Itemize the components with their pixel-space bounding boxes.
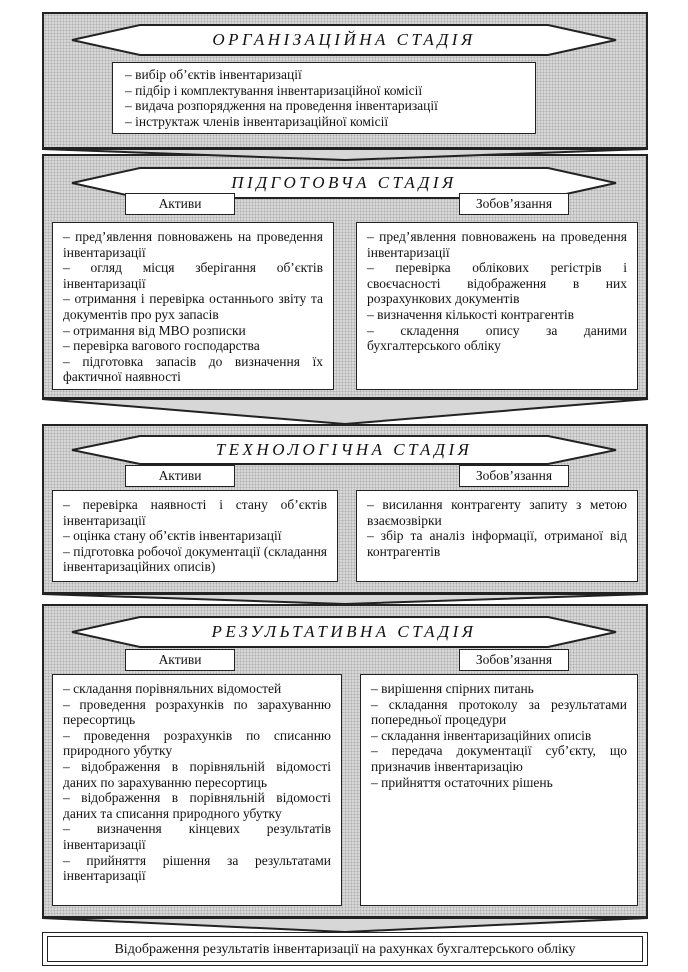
preparatory-assets-label: Активи (125, 193, 235, 215)
resultative-assets-box (52, 674, 342, 906)
list-item: – складання порівняльних відомостей (63, 681, 331, 697)
resultative-stage-title: РЕЗУЛЬТАТИВНА СТАДІЯ (211, 622, 477, 641)
list-item: – перевірка вагового господарства (63, 338, 323, 354)
list-item: – передача документації суб’єкту, що призначив інвентаризацію (371, 743, 627, 774)
technological-liabilities-box (356, 490, 638, 582)
arrow-down-icon (42, 918, 648, 932)
resultative-liabilities-box (360, 674, 638, 906)
technological-stage-title: ТЕХНОЛОГІЧНА СТАДІЯ (215, 440, 473, 459)
list-item: – збір та аналіз інформації, отриманої від контрагентів (367, 528, 627, 559)
list-item: – визначення кількості контрагентів (367, 307, 627, 323)
list-item: – підбір і комплектування інвентаризаційної комісії (125, 83, 523, 99)
list-item: – пред’явлення повноважень на проведення інвентаризації (367, 229, 627, 260)
list-item: – складення опису за даними бухгалтерського обліку (367, 323, 627, 354)
list-item: – складання інвентаризаційних описів (371, 728, 627, 744)
list-item: – огляд місця зберігання об’єктів інвентаризації (63, 260, 323, 291)
list-item: – інструктаж членів інвентаризаційної комісії (125, 114, 523, 130)
resultative-assets-label: Активи (125, 649, 235, 671)
list-item: – підготовка запасів до визначення їх фактичної наявності (63, 354, 323, 385)
preparatory-liabilities-label: Зобов’язання (459, 193, 569, 215)
list-item: – прийняття остаточних рішень (371, 775, 627, 791)
list-item: – проведення розрахунків по зарахуванню пересортиць (63, 697, 331, 728)
list-item: – вибір об’єктів інвентаризації (125, 67, 523, 83)
list-item: – оцінка стану об’єктів інвентаризації (63, 528, 327, 544)
list-item: – прийняття рішення за результатами інвентаризації (63, 853, 331, 884)
preparatory-liabilities-box (356, 222, 638, 390)
list-item: – висилання контрагенту запиту з метою взаємозвірки (367, 497, 627, 528)
list-item: – підготовка робочої документації (складання інвентаризаційних описів) (63, 544, 327, 575)
list-item: – проведення розрахунків по списанню природного убутку (63, 728, 331, 759)
resultative-liabilities-label: Зобов’язання (459, 649, 569, 671)
list-item: – перевірка облікових регістрів і своєчасності відображення в них розрахункових документів (367, 260, 627, 307)
preparatory-stage-title: ПІДГОТОВЧА СТАДІЯ (231, 173, 457, 192)
organizational-tasks-box (112, 62, 536, 134)
arrow-down-icon (42, 149, 648, 160)
technological-assets-box (52, 490, 338, 582)
list-item: – визначення кінцевих результатів інвентаризації (63, 821, 331, 852)
technological-liabilities-label: Зобов’язання (459, 465, 569, 487)
list-item: – видача розпорядження на проведення інвентаризації (125, 98, 523, 114)
organizational-stage-title: ОРГАНІЗАЦІЙНА СТАДІЯ (212, 30, 476, 49)
arrow-down-icon (42, 594, 648, 604)
accounting-reflection-box: Відображення результатів інвентаризації на рахунках бухгалтерського обліку (47, 936, 643, 962)
list-item: – отримання від МВО розписки (63, 323, 323, 339)
list-item: – перевірка наявності і стану об’єктів інвентаризації (63, 497, 327, 528)
technological-assets-label: Активи (125, 465, 235, 487)
list-item: – складання протоколу за результатами попередньої процедури (371, 697, 627, 728)
list-item: – отримання і перевірка останнього звіту та документів про рух запасів (63, 291, 323, 322)
list-item: – вирішення спірних питань (371, 681, 627, 697)
list-item: – пред’явлення повноважень на проведення інвентаризації (63, 229, 323, 260)
arrow-down-icon (42, 399, 648, 424)
list-item: – відображення в порівняльній відомості даних та списання природного убутку (63, 790, 331, 821)
preparatory-assets-box (52, 222, 334, 390)
list-item: – відображення в порівняльній відомості даних по зарахуванню пересортиць (63, 759, 331, 790)
